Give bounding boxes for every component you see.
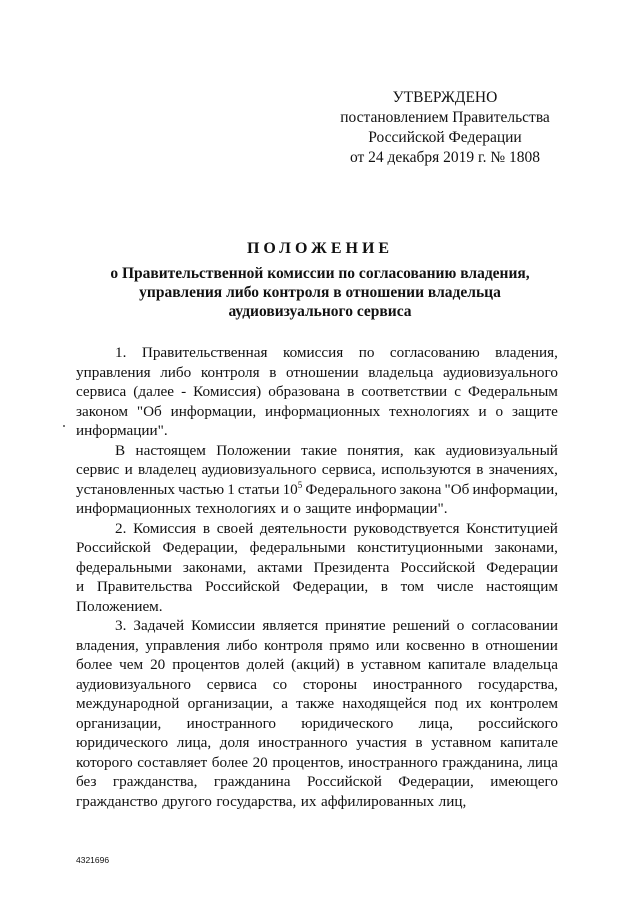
footer-code: 4321696 — [76, 855, 110, 865]
margin-mark — [63, 425, 65, 427]
text-line: без гражданства, гражданина Российской Федерации, имеющего — [76, 773, 558, 790]
text-line: Положением. — [76, 597, 163, 615]
text-line: информационных технологиях и о защите информации". — [76, 500, 448, 517]
paragraph — [76, 343, 558, 441]
text-line: более чем 20 процентов долей (акций) в уставном капитале владельца — [76, 656, 558, 673]
text-line: 2. Комиссия в своей деятельности руководствуется Конституцией — [115, 519, 558, 537]
text-line: сервис и владелец аудиовизуального сервиса, используются в значениях, — [76, 461, 558, 478]
text-line: В настоящем Положении такие понятия, как аудиовизуальный — [115, 441, 558, 459]
text-line: международной организации, а также находящейся под их контролем — [76, 695, 558, 712]
approval-stamp — [330, 88, 560, 168]
text-line: установленных частью 1 статьи $10^5$ Федерального закона "Об информации, — [76, 479, 558, 498]
text-line: управления либо контроля в отношении владельца аудиовизуального — [76, 363, 558, 381]
text-line: сервиса (далее - Комиссия) образована в соответствии с Федеральным — [76, 383, 558, 400]
text-line: юридического лица, доля иностранного участия в уставном капитале — [76, 734, 558, 751]
text-line: и Правительства Российской Федерации, в том числе настоящим — [76, 578, 558, 595]
text-line: 1. Правительственная комиссия по согласованию владения, — [115, 344, 558, 361]
document-title: ПОЛОЖЕНИЕ — [246, 240, 394, 257]
text-line: владения, управления либо контроля прямо или косвенно в отношении — [76, 636, 558, 654]
text-line: гражданство другого государства, их аффилированных лиц, — [76, 792, 467, 810]
text-line: аудиовизуального сервиса со стороны иностранного государства, — [76, 675, 558, 693]
subtitle-line: о Правительственной комиссии по согласованию владения, — [110, 265, 530, 282]
approval-line-1: постановлением Правительства — [340, 109, 550, 126]
approval-line-3: от 24 декабря 2019 г. № 1808 — [349, 149, 541, 166]
document-subtitle — [100, 264, 540, 321]
text-line: организации, иностранного юридического лица, российского — [76, 714, 558, 732]
text-line: Российской Федерации, федеральными конституционными законами, — [76, 539, 558, 556]
subtitle-line: аудиовизуального сервиса — [228, 303, 412, 320]
text-line: законом "Об информации, информационных технологиях и о защите — [76, 402, 558, 420]
text-line: 3. Задачей Комиссии является принятие решений о согласовании — [115, 617, 558, 634]
text-line: которого составляет более 20 процентов, иностранного гражданина, лица — [76, 753, 558, 771]
text-line: информации". — [76, 422, 168, 439]
text-line: федеральными законами, актами Президента Российской Федерации — [76, 558, 558, 576]
subtitle-line: управления либо контроля в отношении владельца — [139, 284, 501, 301]
paragraph — [76, 616, 558, 811]
approval-heading: УТВЕРЖДЕНО — [392, 89, 498, 106]
paragraph — [76, 519, 558, 617]
paragraph — [76, 441, 558, 519]
footnote-superscript: 5 — [297, 479, 303, 490]
document-body — [76, 343, 558, 811]
approval-line-2: Российской Федерации — [368, 129, 522, 146]
